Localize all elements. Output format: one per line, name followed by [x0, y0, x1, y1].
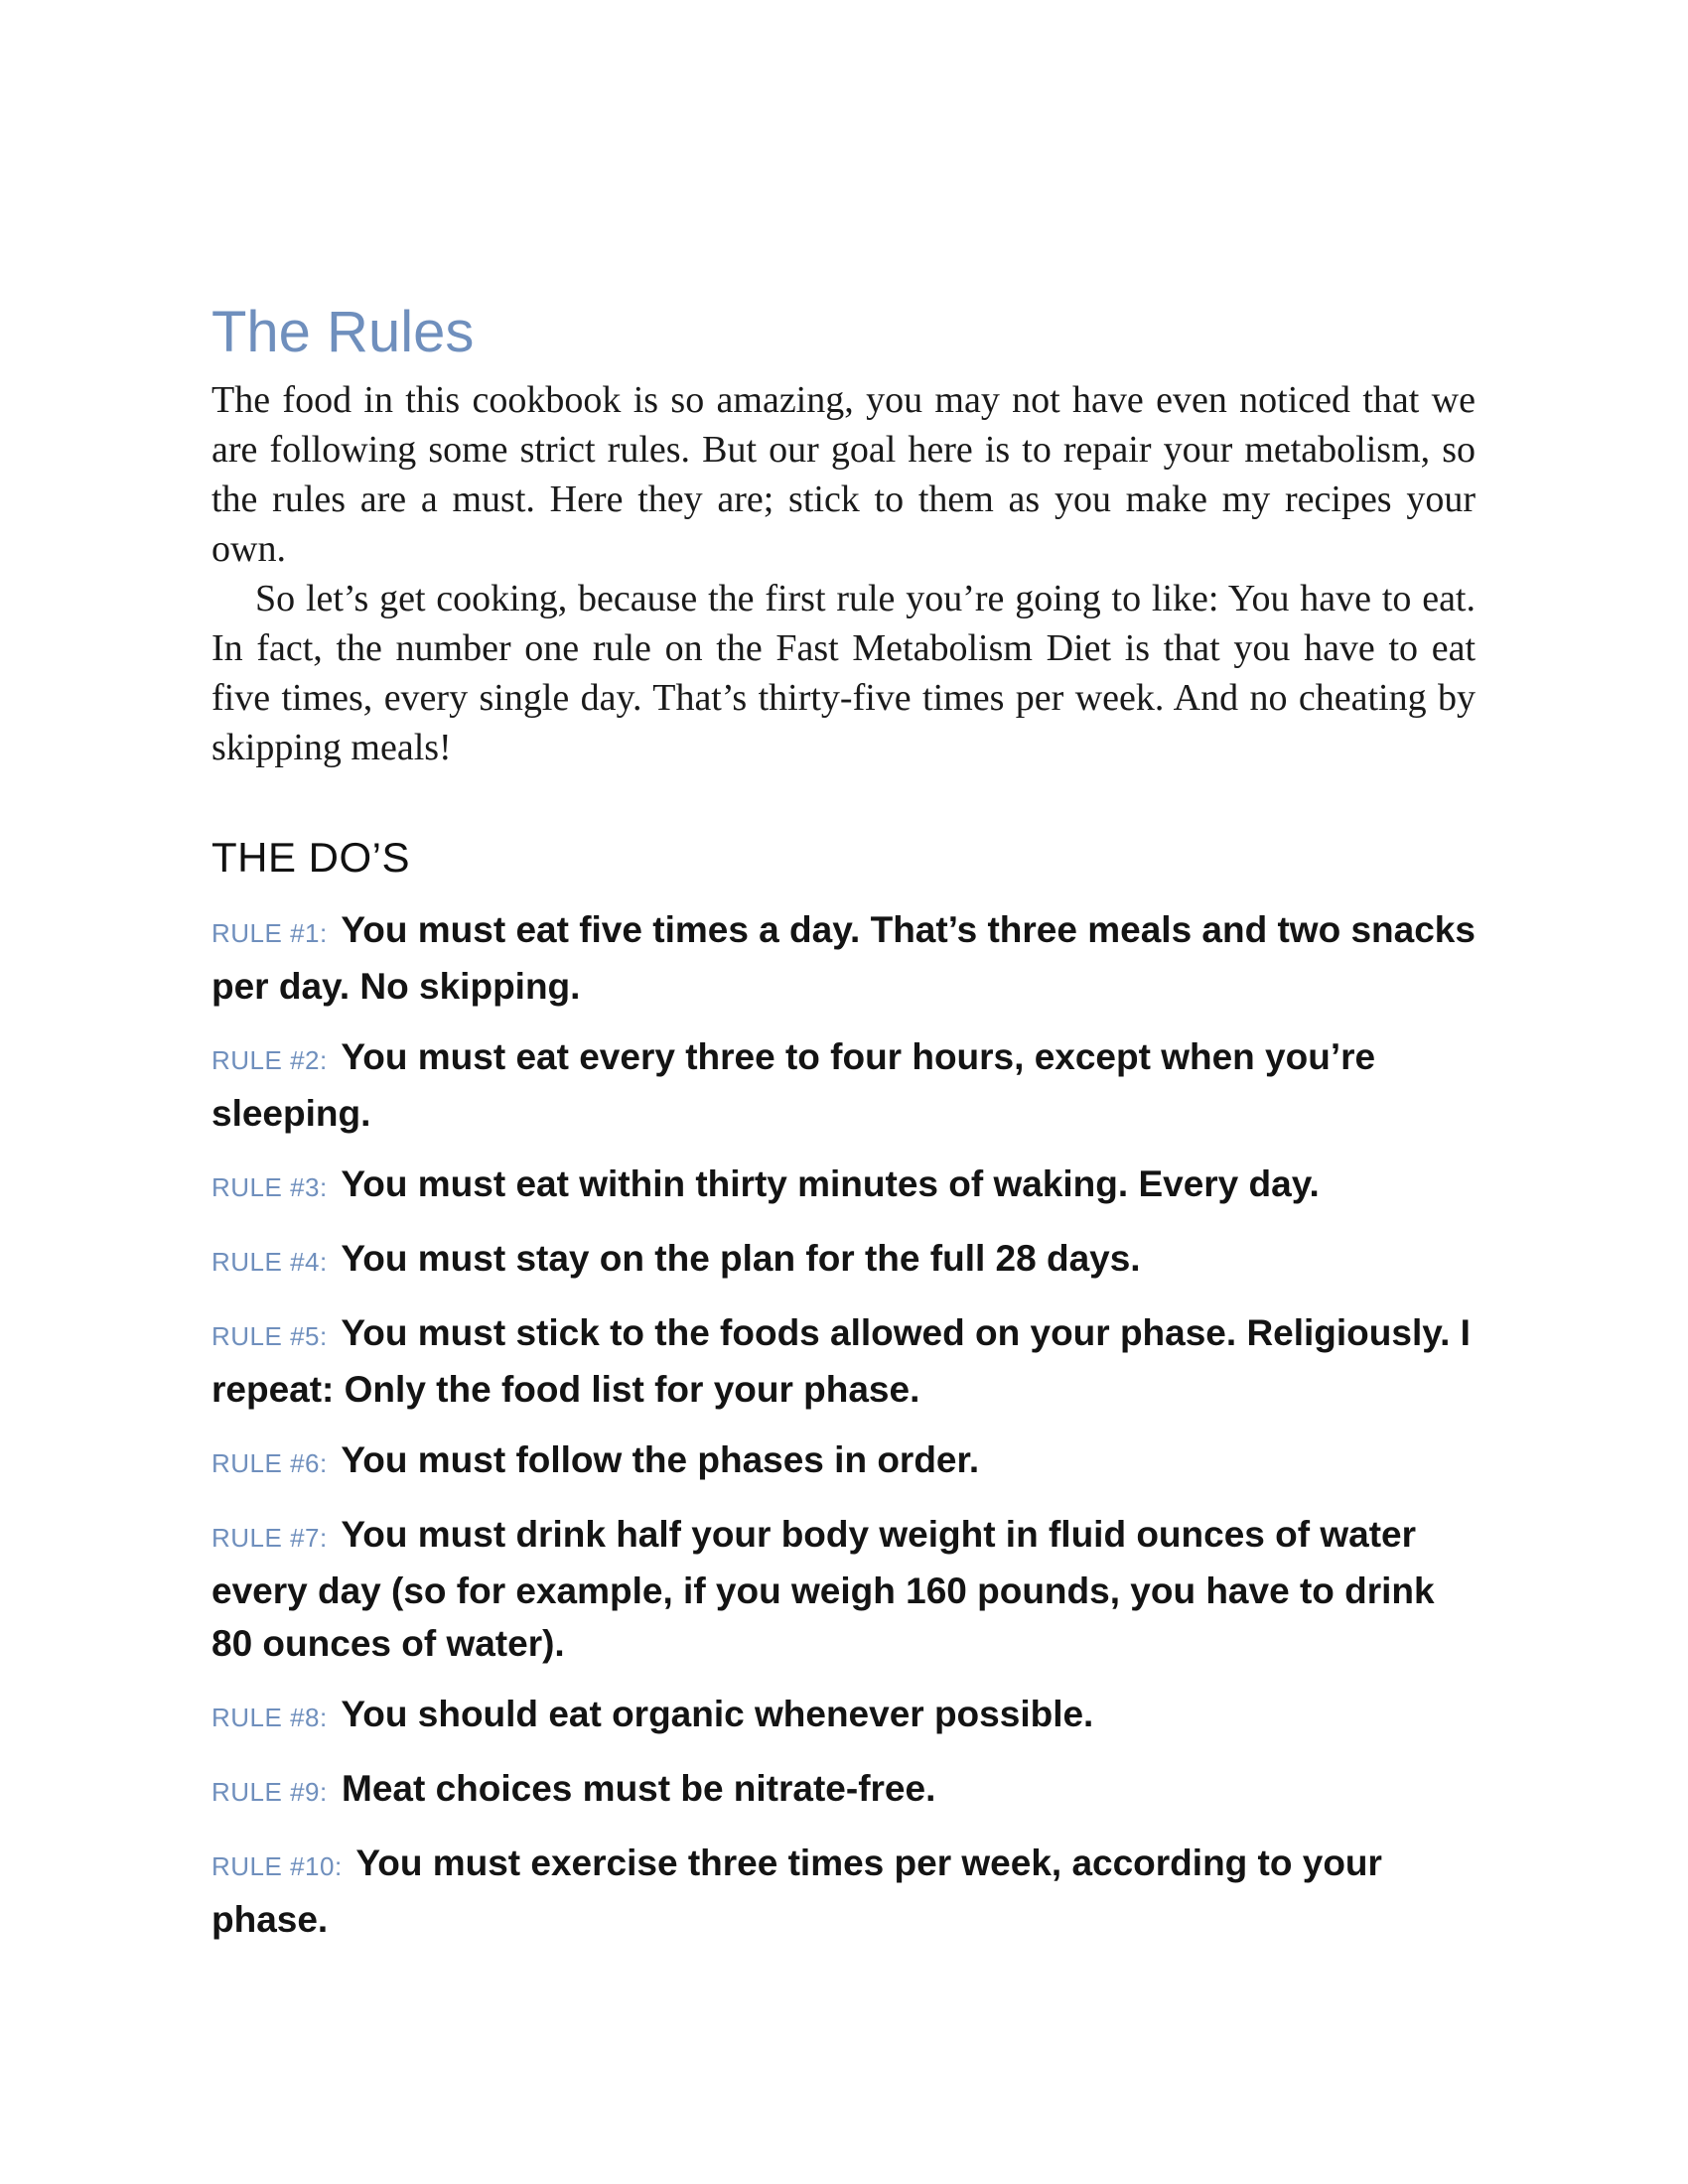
section-heading: THE DO’S: [211, 833, 411, 881]
page-content: [211, 298, 1476, 1964]
rule-text: You must stay on the plan for the full 28 days.: [341, 1237, 1141, 1279]
rule-text: Meat choices must be nitrate-free.: [342, 1767, 936, 1809]
rule-item: [211, 1508, 1476, 1670]
rule-label: RULE #7:: [211, 1522, 328, 1553]
rule-text: You must follow the phases in order.: [341, 1438, 980, 1480]
rule-item: [211, 1433, 1476, 1490]
rule-label: RULE #10:: [211, 1850, 343, 1881]
rule-label: RULE #3:: [211, 1171, 328, 1202]
rule-text: You should eat organic whenever possible.: [341, 1693, 1094, 1734]
rule-item: [211, 1762, 1476, 1819]
rule-label: RULE #5:: [211, 1320, 328, 1351]
rule-label: RULE #1:: [211, 917, 328, 948]
rule-text: You must exercise three times per week, according to your phase.: [211, 1842, 1382, 1940]
rule-label: RULE #4:: [211, 1246, 328, 1277]
rule-label: RULE #8:: [211, 1702, 328, 1732]
rule-item: [211, 1688, 1476, 1744]
rule-label: RULE #9:: [211, 1776, 328, 1807]
intro-paragraph: So let’s get cooking, because the first rule you’re going to like: You have to eat. In fact, the number one rule on the Fast Metabolism Diet is that you have to eat five times, every single day. That’s thirty-five times per week. And no cheating by skipping meals!: [211, 577, 1476, 768]
rule-text: You must eat every three to four hours, except when you’re sleeping.: [211, 1035, 1376, 1134]
rule-item: [211, 1232, 1476, 1289]
rule-item: [211, 1030, 1476, 1140]
intro-paragraph: The food in this cookbook is so amazing, you may not have even noticed that we are following some strict rules. But our goal here is to repair your metabolism, so the rules are a must. Here they are; stick to them as you make my recipes your own.: [211, 378, 1476, 570]
rule-text: You must eat five times a day. That’s three meals and two snacks per day. No skipping.: [211, 908, 1476, 1007]
page-title: The Rules: [211, 300, 475, 364]
rule-item: [211, 1158, 1476, 1214]
rule-text: You must eat within thirty minutes of waking. Every day.: [341, 1162, 1320, 1204]
rule-item: [211, 1306, 1476, 1416]
rule-label: RULE #2:: [211, 1044, 328, 1075]
rule-text: You must stick to the foods allowed on your phase. Religiously. I repeat: Only the food list for your phase.: [211, 1311, 1471, 1410]
rule-label: RULE #6:: [211, 1447, 328, 1478]
rule-item: [211, 1837, 1476, 1946]
rule-text: You must drink half your body weight in fluid ounces of water every day (so for example, if you weigh 160 pounds, you have to drink 80 ounces of water).: [211, 1513, 1435, 1664]
rules-list: [211, 903, 1476, 1946]
rule-item: [211, 903, 1476, 1013]
